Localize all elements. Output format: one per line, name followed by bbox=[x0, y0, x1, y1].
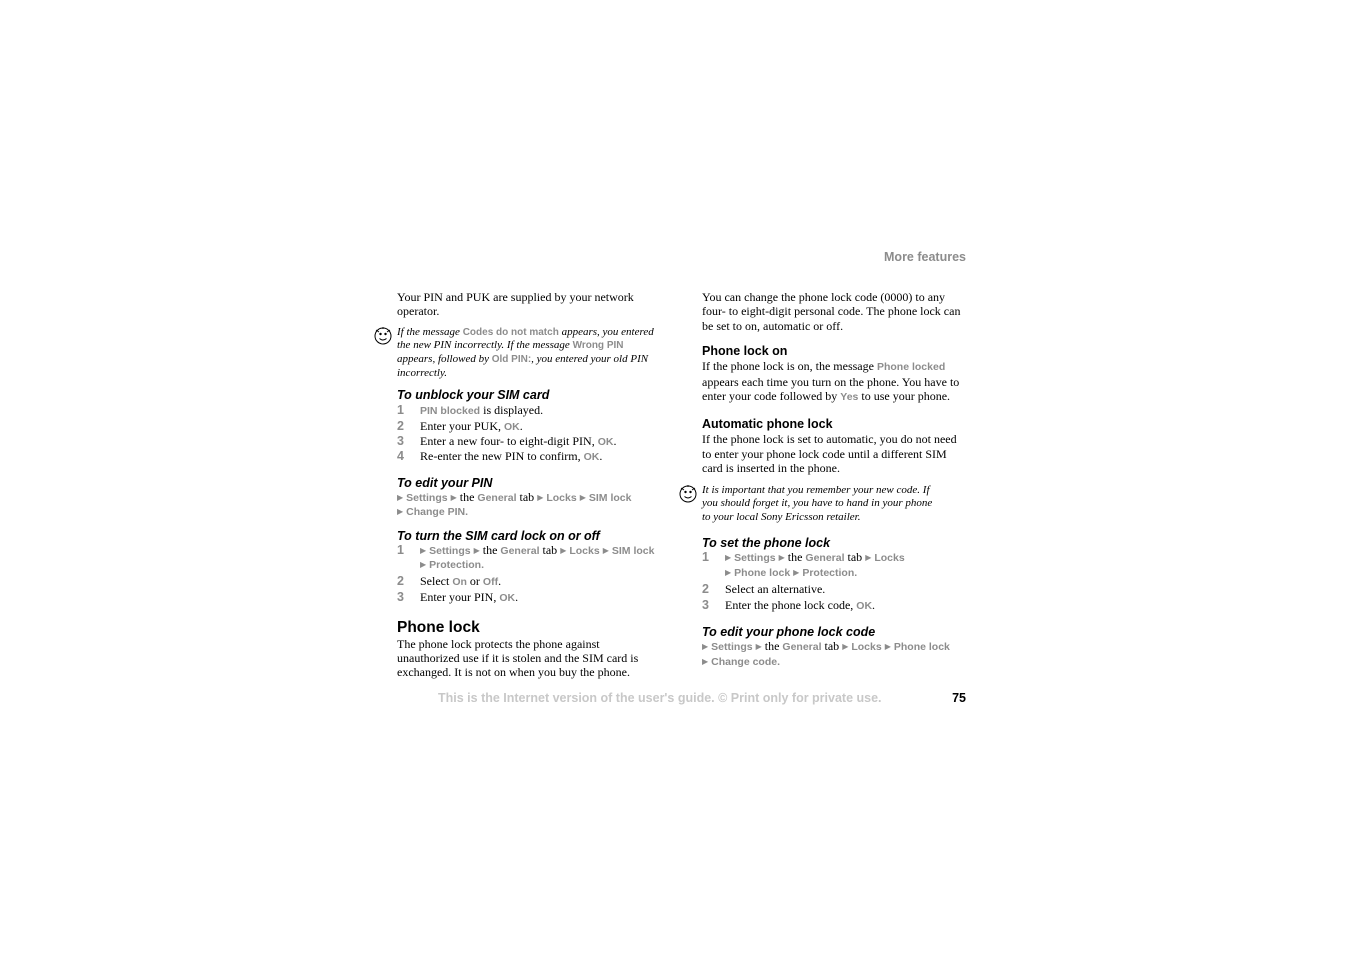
tip-text: It is important that you remember your new code. If you should forget it, you have to hand in your phone to your local Sony Ericsson retailer. bbox=[702, 483, 933, 523]
ui-label-off: Off bbox=[482, 575, 499, 588]
step-text: . bbox=[519, 418, 523, 433]
ui-label-change-pin: Change PIN bbox=[406, 506, 466, 519]
ui-label-pin-blocked: PIN blocked bbox=[420, 405, 481, 418]
arrow-icon: ▶ bbox=[778, 553, 785, 563]
path-text: the bbox=[479, 542, 501, 557]
ui-label-locks: Locks bbox=[569, 544, 600, 557]
arrow-icon: ▶ bbox=[537, 492, 544, 502]
phone-lock-paragraph: The phone lock protects the phone against unauthorized use if it is stolen and the SIM card is exchanged. It is not on when you buy the phone. bbox=[397, 636, 639, 680]
sim-lock-steps bbox=[397, 544, 662, 606]
arrow-icon: ▶ bbox=[579, 492, 586, 502]
ui-label-phone-locked: Phone locked bbox=[876, 361, 946, 374]
path-text: . bbox=[854, 566, 858, 579]
ui-label-general: General bbox=[782, 641, 822, 654]
tip-text: , you entered your old PIN incorrectly. bbox=[397, 353, 649, 379]
heading-automatic-lock: Automatic phone lock bbox=[702, 417, 833, 432]
para-text: to use your phone. bbox=[858, 389, 951, 404]
step-text: Re-enter the new PIN to confirm, bbox=[420, 449, 584, 464]
step-item bbox=[397, 434, 662, 449]
automatic-lock-paragraph: If the phone lock is set to automatic, you do not need to enter your phone lock code until a different SIM card is inserted in the phone. bbox=[702, 432, 957, 476]
path-text: the bbox=[784, 550, 806, 565]
arrow-icon: ▶ bbox=[450, 492, 457, 502]
ui-label-settings: Settings bbox=[406, 491, 448, 504]
step-item bbox=[397, 590, 662, 605]
path-text: tab bbox=[844, 550, 866, 565]
ui-label-sim-lock: SIM lock bbox=[611, 544, 655, 557]
heading-edit-lock-code: To edit your phone lock code bbox=[702, 625, 876, 640]
step-item bbox=[397, 419, 662, 434]
heading-set-phone-lock: To set the phone lock bbox=[702, 536, 831, 551]
ui-label-yes: Yes bbox=[840, 391, 859, 404]
ui-label-ok: OK bbox=[597, 436, 614, 448]
ui-label-change-code: Change code bbox=[711, 655, 778, 668]
ui-label-locks: Locks bbox=[851, 641, 882, 654]
set-lock-steps bbox=[702, 551, 968, 613]
heading-sim-lock: To turn the SIM card lock on or off bbox=[397, 528, 600, 543]
ui-label-locks: Locks bbox=[874, 552, 905, 565]
arrow-icon: ▶ bbox=[865, 553, 872, 563]
step-item bbox=[397, 449, 662, 464]
step-item bbox=[702, 551, 968, 580]
ui-label-wrong-pin: Wrong PIN bbox=[572, 340, 624, 352]
para-text: appears each time you turn on the phone. You have to enter your code followed by bbox=[702, 374, 960, 404]
step-text: . bbox=[872, 597, 876, 612]
path-text: the bbox=[456, 489, 478, 504]
arrow-icon: ▶ bbox=[397, 492, 404, 502]
ui-label-general: General bbox=[477, 491, 517, 504]
path-text: tab bbox=[516, 489, 538, 504]
tip-icon bbox=[373, 326, 393, 346]
path-text: . bbox=[777, 655, 781, 668]
arrow-icon: ▶ bbox=[793, 567, 800, 577]
step-number: 1 bbox=[397, 542, 404, 557]
heading-unblock-sim: To unblock your SIM card bbox=[397, 388, 550, 403]
heading-phone-lock-on: Phone lock on bbox=[702, 344, 788, 359]
right-column bbox=[702, 290, 968, 669]
arrow-icon: ▶ bbox=[420, 545, 427, 555]
ui-label-old-pin: Old PIN: bbox=[491, 354, 532, 365]
step-text: Enter a new four- to eight-digit PIN, bbox=[420, 434, 598, 448]
arrow-icon: ▶ bbox=[420, 560, 427, 570]
arrow-icon: ▶ bbox=[884, 642, 891, 652]
path-text: . bbox=[465, 506, 469, 519]
step-text: . bbox=[515, 590, 519, 605]
path-text: tab bbox=[539, 542, 561, 557]
step-item bbox=[397, 544, 662, 573]
arrow-icon: ▶ bbox=[725, 567, 732, 577]
step-text: is displayed. bbox=[480, 403, 544, 418]
step-text: or bbox=[466, 573, 483, 588]
menu-path-edit-pin bbox=[397, 491, 662, 520]
heading-phone-lock: Phone lock bbox=[397, 618, 480, 636]
step-text: . bbox=[599, 449, 603, 464]
ui-label-ok: OK bbox=[499, 592, 516, 605]
step-number: 3 bbox=[397, 590, 404, 605]
step-text: Select bbox=[420, 573, 453, 588]
ui-label-general: General bbox=[500, 544, 540, 557]
step-item bbox=[702, 582, 968, 596]
phone-lock-on-paragraph bbox=[702, 359, 968, 404]
page-number: 75 bbox=[952, 691, 966, 705]
ui-label-settings: Settings bbox=[734, 552, 776, 565]
ui-label-ok: OK bbox=[504, 420, 520, 433]
arrow-icon: ▶ bbox=[725, 553, 732, 563]
ui-label-on: On bbox=[452, 575, 467, 588]
step-text: Select an alternative. bbox=[725, 582, 826, 597]
footer-notice: This is the Internet version of the user's guide. © Print only for private use. bbox=[438, 691, 882, 705]
step-number: 3 bbox=[397, 434, 404, 448]
intro-paragraph: You can change the phone lock code (0000) to any four- to eight-digit personal code. The phone lock can be set to on, automatic or off. bbox=[702, 290, 961, 333]
arrow-icon: ▶ bbox=[755, 642, 762, 652]
para-text: If the phone lock is on, the message bbox=[702, 359, 877, 374]
tip-note-pin bbox=[397, 326, 662, 380]
step-text: Enter your PUK, bbox=[420, 418, 504, 433]
step-number: 1 bbox=[397, 403, 404, 418]
tip-icon bbox=[678, 484, 698, 504]
step-item bbox=[397, 574, 662, 589]
arrow-icon: ▶ bbox=[842, 642, 849, 652]
ui-label-protection: Protection bbox=[429, 559, 482, 572]
menu-path-edit-code bbox=[702, 640, 968, 669]
arrow-icon: ▶ bbox=[702, 642, 709, 652]
arrow-icon: ▶ bbox=[702, 656, 709, 666]
ui-label-codes-do-not-match: Codes do not match bbox=[462, 326, 559, 338]
tip-text: If the message bbox=[397, 325, 463, 338]
ui-label-settings: Settings bbox=[711, 641, 753, 654]
arrow-icon: ▶ bbox=[560, 545, 567, 555]
step-text: Enter your PIN, bbox=[420, 590, 500, 605]
tip-text: appears, you entered the new PIN incorrectly. If the message bbox=[397, 325, 654, 352]
section-header: More features bbox=[884, 250, 966, 264]
step-number: 2 bbox=[397, 573, 404, 588]
ui-label-general: General bbox=[805, 552, 845, 565]
step-text: . bbox=[498, 573, 502, 588]
path-text: tab bbox=[821, 639, 843, 654]
ui-label-ok: OK bbox=[856, 599, 873, 612]
step-item bbox=[702, 598, 968, 613]
step-number: 2 bbox=[397, 418, 404, 433]
step-number: 1 bbox=[702, 550, 709, 565]
ui-label-ok: OK bbox=[583, 451, 600, 464]
path-text: . bbox=[481, 559, 484, 572]
arrow-icon: ▶ bbox=[397, 507, 404, 517]
unblock-steps bbox=[397, 403, 662, 465]
step-number: 4 bbox=[397, 449, 404, 464]
arrow-icon: ▶ bbox=[473, 545, 480, 555]
ui-label-phone-lock: Phone lock bbox=[734, 566, 791, 579]
ui-label-protection: Protection bbox=[802, 566, 855, 579]
step-item bbox=[397, 403, 662, 418]
step-number: 2 bbox=[702, 582, 709, 597]
tip-note-code bbox=[702, 484, 942, 525]
ui-label-sim-lock: SIM lock bbox=[588, 491, 632, 504]
step-text: . bbox=[613, 434, 617, 448]
step-number: 3 bbox=[702, 597, 709, 612]
intro-paragraph: Your PIN and PUK are supplied by your network operator. bbox=[397, 290, 634, 319]
step-text: Enter the phone lock code, bbox=[725, 597, 857, 612]
left-column bbox=[397, 290, 662, 680]
arrow-icon: ▶ bbox=[602, 545, 609, 555]
ui-label-phone-lock: Phone lock bbox=[893, 641, 950, 654]
ui-label-locks: Locks bbox=[546, 491, 577, 504]
heading-edit-pin: To edit your PIN bbox=[397, 475, 493, 490]
ui-label-settings: Settings bbox=[429, 544, 471, 557]
path-text: the bbox=[761, 639, 783, 654]
tip-text: appears, followed by bbox=[397, 353, 492, 365]
